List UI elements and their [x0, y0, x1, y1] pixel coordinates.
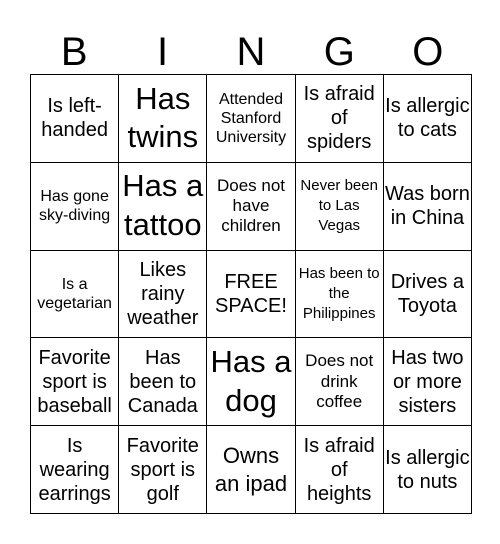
bingo-cell[interactable]: [296, 163, 384, 251]
bingo-cell[interactable]: [207, 426, 295, 514]
cell-text: Attended Stanford University: [215, 90, 287, 146]
header-letter-b: B: [60, 30, 88, 74]
cell-text: Has been to Canada: [127, 346, 198, 417]
header-letter-n: N: [236, 30, 266, 74]
cell-text: Drives a Toyota: [390, 270, 465, 317]
bingo-cell[interactable]: [31, 75, 119, 163]
cell-text: Is wearing earrings: [38, 434, 111, 505]
cell-text: Has a dog: [210, 344, 292, 418]
cell-text: Has gone sky-diving: [39, 188, 111, 225]
cell-text: Does not drink coffee: [305, 351, 374, 411]
cell-text: Is allergic to nuts: [385, 446, 470, 493]
bingo-cell[interactable]: [119, 163, 207, 251]
cell-text: Has two or more sisters: [391, 346, 464, 417]
bingo-header: [30, 30, 472, 74]
cell-text: Is a vegetarian: [37, 275, 112, 312]
bingo-cell[interactable]: [296, 338, 384, 426]
cell-text: Favorite sport is golf: [126, 434, 199, 505]
cell-text: Never been to Las Vegas: [300, 176, 378, 235]
bingo-cell[interactable]: [31, 251, 119, 339]
bingo-cell[interactable]: [296, 251, 384, 339]
cell-text: Is afraid of spiders: [303, 83, 375, 154]
cell-text: Is allergic to cats: [385, 95, 470, 142]
bingo-cell[interactable]: [31, 426, 119, 514]
cell-text: Is afraid of heights: [303, 434, 375, 505]
bingo-cell[interactable]: [384, 338, 472, 426]
cell-text: Has a tattoo: [122, 168, 204, 243]
free-space-label: FREE SPACE!: [215, 270, 287, 317]
cell-text: Has twins: [127, 80, 199, 155]
bingo-cell[interactable]: [296, 75, 384, 163]
bingo-cell[interactable]: [31, 338, 119, 426]
header-letter-o: O: [412, 30, 444, 74]
bingo-cell[interactable]: [207, 75, 295, 163]
bingo-cell[interactable]: [384, 251, 472, 339]
bingo-cell[interactable]: [119, 338, 207, 426]
bingo-cell[interactable]: [384, 426, 472, 514]
header-letter-i: I: [157, 30, 169, 74]
bingo-board: [30, 74, 472, 514]
bingo-cell[interactable]: [384, 163, 472, 251]
bingo-cell[interactable]: [296, 426, 384, 514]
header-letter-g: G: [323, 30, 355, 74]
bingo-cell[interactable]: [207, 163, 295, 251]
cell-text: Was born in China: [384, 183, 470, 230]
cell-text: Has been to the Philippines: [298, 264, 380, 323]
bingo-cell[interactable]: [207, 338, 295, 426]
free-space-cell[interactable]: [207, 251, 295, 339]
bingo-cell[interactable]: [31, 163, 119, 251]
bingo-cell[interactable]: [119, 75, 207, 163]
cell-text: Likes rainy weather: [127, 258, 199, 329]
cell-text: Does not have children: [216, 175, 286, 236]
bingo-cell[interactable]: [119, 251, 207, 339]
cell-text: Is left-handed: [41, 95, 108, 142]
bingo-cell[interactable]: [384, 75, 472, 163]
bingo-cell[interactable]: [119, 426, 207, 514]
cell-text: Owns an ipad: [214, 443, 288, 496]
cell-text: Favorite sport is baseball: [37, 346, 112, 417]
